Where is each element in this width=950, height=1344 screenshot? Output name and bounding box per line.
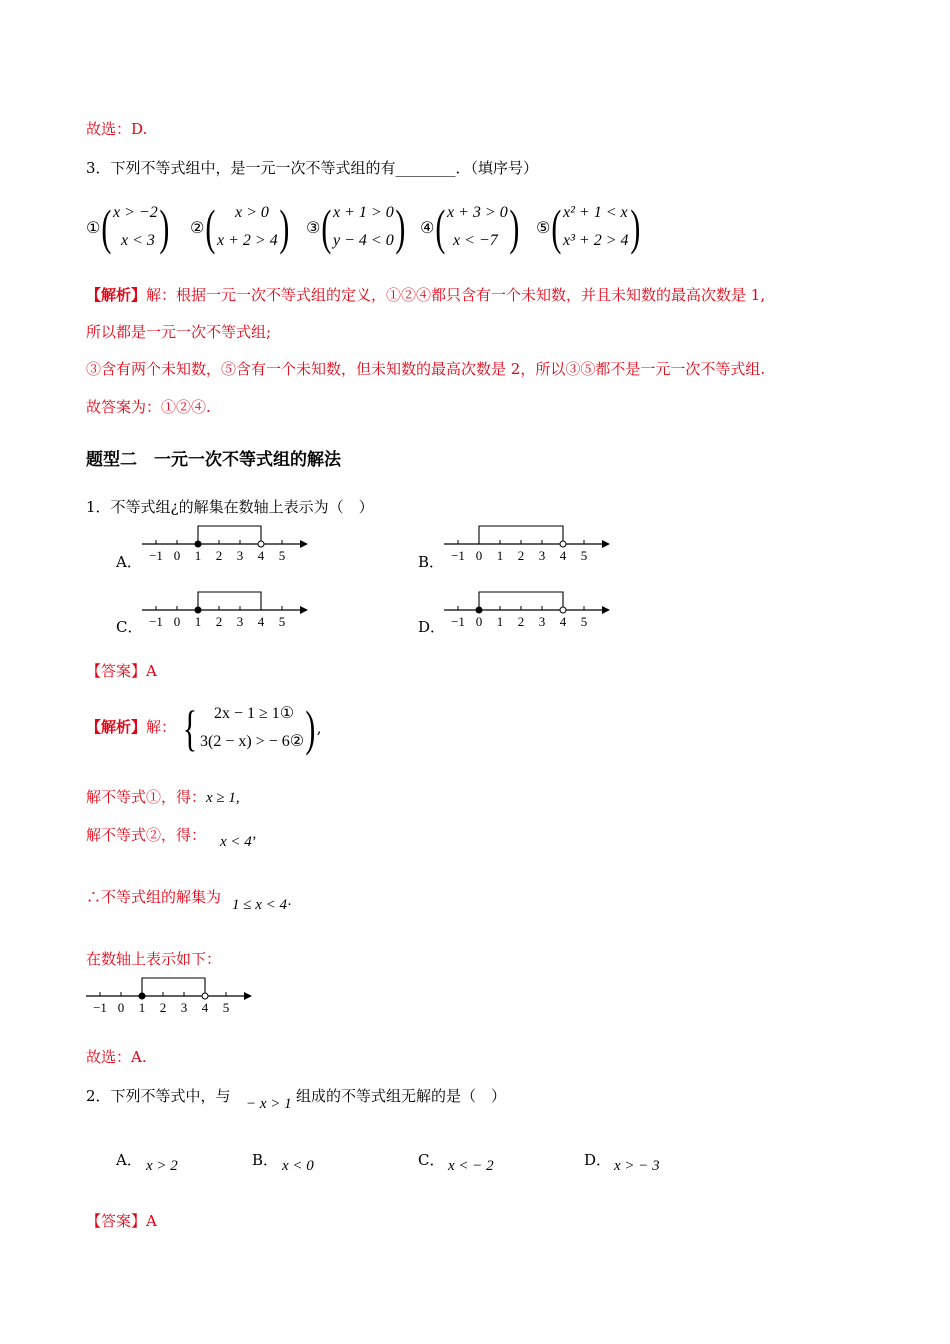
q3-analysis-line2: 所以都是一元一次不等式组; [86,323,272,341]
q3-option-3-line2: y − 4 < 0 [333,232,394,249]
q2-number: 2． [86,1087,111,1105]
tick-label: 4 [201,1000,209,1015]
tick-label: 5 [278,614,286,629]
tick-label: 1 [496,548,504,563]
q3-number: 3． [86,159,111,177]
q1-solution-number-line [84,972,254,1018]
tick-label: 2 [215,548,223,563]
q1-number: 1． [86,498,111,516]
tick-label: 3 [538,614,546,629]
endpoint-dot [195,541,201,547]
tick-label: 4 [257,548,265,563]
endpoint-dot [195,607,201,613]
arrow-icon [602,606,610,614]
q3-analysis-line4: 故答案为：①②④. [86,398,211,416]
q3-option-2-line2: x + 2 > 4 [217,232,278,249]
tick-label: 0 [173,614,181,629]
q1-step2-text: 解不等式②，得： [86,826,207,844]
q1-stem-text: 不等式组¿的解集在数轴上表示为（ ） [110,498,374,516]
tick-label: 2 [517,548,525,563]
tick-label: 0 [173,548,181,563]
tick-label: 1 [194,614,202,629]
q3-analysis-text1: 解：根据一元一次不等式组的定义，①②④都只含有一个未知数，并且未知数的最高次数是 1, [146,286,766,304]
q1-answer: 【答案】A [86,662,157,680]
q1-step1-math: x ≥ 1, [206,790,240,806]
section-title: 题型二 一元一次不等式组的解法 [86,450,341,470]
arrow-icon [244,992,252,1000]
q3-option-2: ② ( x > 0 x + 2 > 4 ) [190,199,290,255]
q3-option-4: ④ ( x + 3 > 0 x < −7 ) [420,199,520,255]
tick-label: 3 [236,548,244,563]
tick-label: 5 [580,614,588,629]
q2-option-d-math: x > − 3 [614,1158,660,1174]
range-bracket [198,526,261,544]
q1-analysis-tag: 【解析】 [86,718,147,736]
q2-option-c-label: C． [418,1151,445,1169]
q1-step3-math [232,897,292,914]
q1-step3-text: ∴不等式组的解集为 [86,888,222,906]
q2-stem-part1 [86,1085,231,1106]
q2-option-d-label: D． [584,1151,612,1169]
q1-stem [86,496,374,517]
q1-step2 [86,824,206,845]
tick-label: −1 [149,548,163,563]
q1-step3-math-text: 1 ≤ x < 4 [232,897,288,913]
q3-option-5: ⑤ ( x² + 1 < x x³ + 2 > 4 ) [536,199,640,255]
q1-option-a-label: A． [116,553,142,571]
q2-stem-part2: 组成的不等式组无解的是（ ） [296,1087,507,1105]
q1-analysis-prefix: 解： [146,718,177,736]
tick-label: 5 [222,1000,230,1015]
arrow-icon [300,540,308,548]
tick-label: 2 [215,614,223,629]
tick-label: 4 [257,614,265,629]
range-bracket [198,592,261,610]
q3-option-3-line1: x + 1 > 0 [333,204,394,221]
q2-stem-math: − x > 1 [246,1096,292,1112]
q1-select: 故选：A. [86,1048,147,1066]
tick-label: 2 [517,614,525,629]
q3-option-5-line2: x³ + 2 > 4 [563,232,629,249]
q1-option-a-number-line [140,520,310,566]
q1-analysis-lead [86,716,176,737]
q1-option-d-number-line [442,586,612,632]
q2-answer: 【答案】A [86,1212,157,1230]
q1-option-d-label: D． [418,618,446,636]
q3-option-4-line1: x + 3 > 0 [447,204,508,221]
tick-label: −1 [149,614,163,629]
q2-option-b-label: B． [252,1151,279,1169]
q3-option-1-label: ① [86,217,101,237]
tick-label: −1 [93,1000,107,1015]
q1-step4: 在数轴上表示如下： [86,950,222,968]
tick-label: 0 [475,614,483,629]
endpoint-dot [560,541,566,547]
tick-label: 5 [278,548,286,563]
tick-label: 3 [538,548,546,563]
endpoint-dot [560,607,566,613]
q1-step2-suffix: ’ [251,834,257,850]
q3-option-2-label: ② [190,217,205,237]
q2-option-c-math: x < − 2 [448,1158,494,1174]
q3-analysis-line1 [86,284,765,305]
q3-analysis-tag: 【解析】 [86,286,147,304]
q3-option-5-line1: x² + 1 < x [563,204,628,221]
tick-label: 1 [194,548,202,563]
q1-option-c-number-line [140,586,310,632]
range-bracket [142,978,205,996]
q3-option-3: ③ ( x + 1 > 0 y − 4 < 0 ) [306,199,406,255]
tick-label: 2 [159,1000,167,1015]
tick-label: 4 [559,614,567,629]
q1-step3 [86,886,221,907]
q2-option-a-math: x > 2 [146,1158,178,1174]
arrow-icon [602,540,610,548]
previous-select-text: 故选：D. [86,120,148,138]
q1-sys-line2: 3(2 − x) > − 6② [200,733,305,750]
q1-sys-line1: 2x − 1 ≥ 1① [214,705,295,722]
tick-label: −1 [451,614,465,629]
q2-option-b-math: x < 0 [282,1158,314,1174]
q3-stem [86,157,538,178]
tick-label: −1 [451,548,465,563]
endpoint-dot [202,993,208,999]
q3-option-1-line2: x < 3 [121,232,155,249]
q3-option-1: ① ( x > −2 x < 3 ) [86,199,170,255]
tick-label: 0 [475,548,483,563]
q1-analysis-system: { 2x − 1 ≥ 1① 3(2 − x) > − 6② ) , [182,700,322,756]
tick-label: 1 [496,614,504,629]
q1-step2-math [220,834,257,851]
q2-option-a-label: A． [116,1151,142,1169]
q3-option-1-line1: x > −2 [113,204,158,221]
q1-step1 [86,786,240,807]
q3-option-3-label: ③ [306,217,321,237]
tick-label: 5 [580,548,588,563]
q1-option-b-number-line [442,520,612,566]
q3-analysis-line3: ③含有两个未知数，⑤含有一个未知数，但未知数的最高次数是 2，所以③⑤都不是一元一次不等式组. [86,360,766,378]
q3-option-5-label: ⑤ [536,217,551,237]
endpoint-dot [258,541,264,547]
q3-stem-text: 下列不等式组中，是一元一次不等式组的有________．（填序号） [110,159,539,177]
endpoint-dot [476,607,482,613]
tick-label: 3 [236,614,244,629]
q1-sys-suffix: , [316,719,322,737]
q2-stem-a: 下列不等式中，与 [110,1087,231,1105]
q1-step3-suffix: · [287,897,293,913]
arrow-icon [300,606,308,614]
q1-option-b-label: B． [418,553,445,571]
tick-label: 1 [138,1000,146,1015]
tick-label: 0 [117,1000,125,1015]
q3-option-4-label: ④ [420,217,435,237]
tick-label: 3 [180,1000,188,1015]
q3-option-2-line1: x > 0 [235,204,269,221]
q1-step2-math-text: x < 4 [220,834,252,850]
tick-label: 4 [559,548,567,563]
q3-option-4-line2: x < −7 [453,232,498,249]
q1-step1-text: 解不等式①，得： [86,788,207,806]
endpoint-dot [139,993,145,999]
q1-option-c-label: C． [116,618,143,636]
